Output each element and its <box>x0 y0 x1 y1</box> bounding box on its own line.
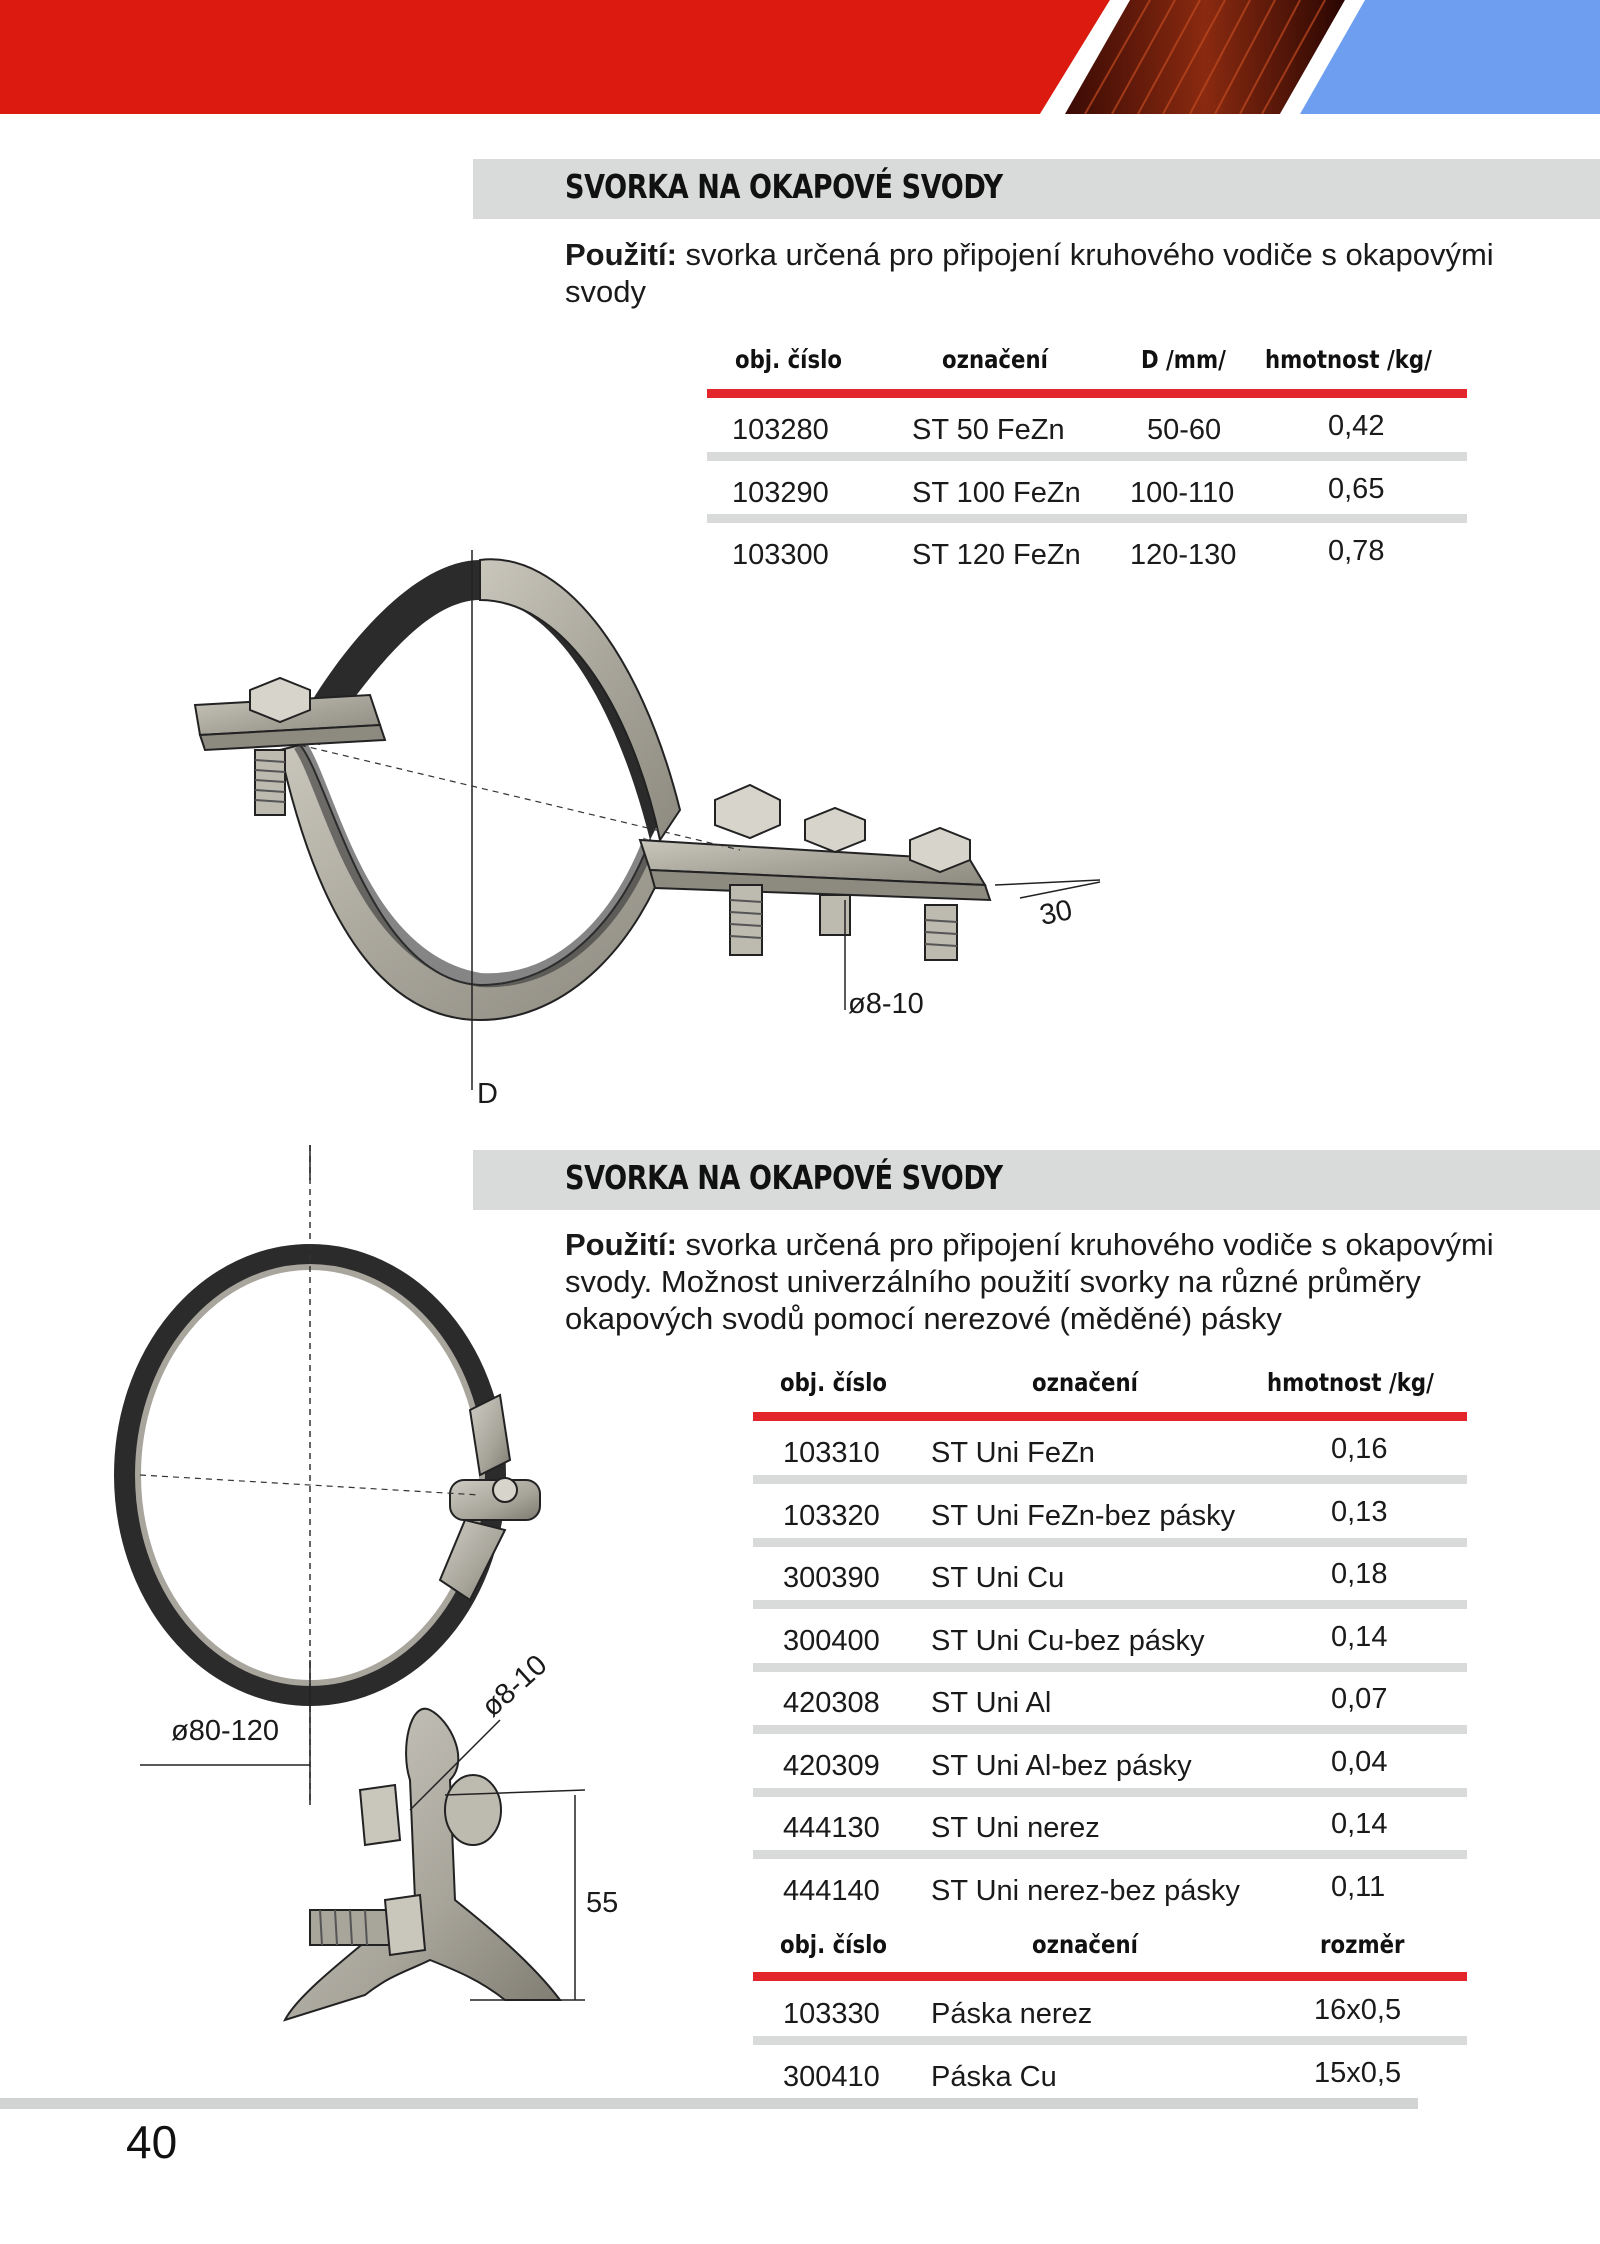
table1-col-objcislo: obj. číslo <box>735 345 842 374</box>
dim-bolt-diameter: ø8-10 <box>848 988 924 1020</box>
table1-col-oznaceni: označení <box>942 345 1048 374</box>
cell-objcislo: 103300 <box>732 539 829 571</box>
cell-objcislo: 103280 <box>732 414 829 446</box>
cell-hmotnost: 0,42 <box>1328 410 1385 442</box>
cell-oznaceni: Páska Cu <box>931 2060 1057 2093</box>
table2-col-oznaceni: označení <box>1032 1368 1138 1397</box>
table-row <box>753 1734 1467 1796</box>
table-row <box>753 1982 1467 2044</box>
cell-objcislo: 444130 <box>783 1812 880 1844</box>
cell-oznaceni: ST 50 FeZn <box>912 414 1065 446</box>
cell-objcislo: 300410 <box>783 2060 880 2093</box>
table1-header-rule <box>707 389 1467 398</box>
cell-oznaceni: ST Uni nerez-bez pásky <box>931 1874 1240 1907</box>
cell-value: 16x0,5 <box>1314 1994 1402 2026</box>
table-row <box>753 1421 1467 1483</box>
cell-oznaceni: ST Uni nerez <box>931 1812 1100 1844</box>
footer-rule <box>0 2098 1418 2109</box>
section2-usage <box>565 1226 1545 1337</box>
table-row <box>753 1859 1467 1921</box>
table-row <box>753 1796 1467 1858</box>
table2-header-rule <box>753 1412 1467 1421</box>
cell-objcislo: 420309 <box>783 1749 880 1782</box>
row-divider <box>707 514 1467 523</box>
cell-oznaceni: ST Uni Al-bez pásky <box>931 1749 1192 1782</box>
dim-band-diameter: ø80-120 <box>171 1715 280 1747</box>
cell-objcislo: 103330 <box>783 1998 880 2030</box>
clamp-illustration-2 <box>110 1140 630 2040</box>
table1-col-d: D /mm/ <box>1141 345 1226 374</box>
cell-d: 120-130 <box>1130 539 1237 571</box>
section1-usage-text: svorka určená pro připojení kruhového vodiče s okapovými svody <box>565 237 1494 309</box>
cell-objcislo: 103310 <box>783 1437 880 1469</box>
section1-usage <box>565 236 1545 310</box>
cell-hmotnost: 0,65 <box>1328 473 1385 505</box>
cell-value: 0,11 <box>1331 1870 1386 1903</box>
cell-oznaceni: ST Uni Al <box>931 1687 1052 1719</box>
section2-title: SVORKA NA OKAPOVÉ SVODY <box>565 1158 1003 1197</box>
cell-value: 0,07 <box>1331 1683 1388 1715</box>
table2-col-hmotnost: hmotnost /kg/ <box>1267 1368 1434 1397</box>
table-row <box>753 1609 1467 1671</box>
table3-col-rozmer: rozměr <box>1320 1930 1405 1959</box>
cell-value: 0,13 <box>1331 1495 1388 1528</box>
cell-oznaceni: ST 100 FeZn <box>912 477 1081 509</box>
cell-d: 100-110 <box>1130 477 1235 509</box>
dim-height-55: 55 <box>586 1887 619 1919</box>
table-row <box>707 398 1467 460</box>
cell-objcislo: 300390 <box>783 1562 880 1594</box>
cell-objcislo: 103290 <box>732 477 829 509</box>
cell-hmotnost: 0,78 <box>1328 535 1385 567</box>
table1-col-hmotnost: hmotnost /kg/ <box>1265 345 1432 374</box>
section1-title: SVORKA NA OKAPOVÉ SVODY <box>565 167 1003 206</box>
table2-col-objcislo: obj. číslo <box>780 1368 887 1397</box>
cell-value: 0,14 <box>1331 1620 1388 1653</box>
cell-oznaceni: ST Uni Cu <box>931 1562 1065 1594</box>
section1-usage-label: Použití: <box>565 237 677 272</box>
cell-objcislo: 300400 <box>783 1624 880 1657</box>
cell-value: 0,04 <box>1331 1745 1388 1778</box>
table1-header <box>0 345 1600 385</box>
cell-value: 0,14 <box>1331 1808 1388 1840</box>
page-number: 40 <box>126 2116 178 2168</box>
cell-oznaceni: Páska nerez <box>931 1998 1093 2030</box>
table3-header-rule <box>753 1972 1467 1981</box>
cell-value: 15x0,5 <box>1314 2056 1402 2089</box>
table3-col-objcislo: obj. číslo <box>780 1930 887 1959</box>
section2-usage-label: Použití: <box>565 1227 677 1262</box>
cell-objcislo: 420308 <box>783 1687 880 1719</box>
clamp-illustration-1 <box>180 540 1130 1100</box>
cell-oznaceni: ST 120 FeZn <box>912 539 1081 571</box>
cell-value: 0,18 <box>1331 1558 1388 1590</box>
section2-header <box>473 1150 1600 1210</box>
cell-objcislo: 444140 <box>783 1874 880 1907</box>
table-row <box>753 1671 1467 1733</box>
cell-oznaceni: ST Uni Cu-bez pásky <box>931 1624 1205 1657</box>
dim-pipe-diameter: D <box>477 1078 498 1110</box>
cell-d: 50-60 <box>1147 414 1222 446</box>
table-row <box>753 1546 1467 1608</box>
table-row <box>753 1484 1467 1546</box>
dim-bolt-diameter-2: ø8-10 <box>475 1648 554 1724</box>
row-divider <box>707 452 1467 461</box>
cell-value: 0,16 <box>1331 1433 1388 1465</box>
table3-col-oznaceni: označení <box>1032 1930 1138 1959</box>
cell-oznaceni: ST Uni FeZn-bez pásky <box>931 1499 1236 1532</box>
dim-width-30: 30 <box>1036 894 1076 933</box>
header-banner <box>0 0 1600 114</box>
cell-objcislo: 103320 <box>783 1499 880 1532</box>
cell-oznaceni: ST Uni FeZn <box>931 1437 1095 1469</box>
section1-header <box>473 159 1600 219</box>
section2-usage-text: svorka určená pro připojení kruhového vodiče s okapovými svody. Možnost univerzálního použití svorky na různé průměry okapových svodů pomocí nerezové (měděné) pásky <box>565 1227 1494 1336</box>
